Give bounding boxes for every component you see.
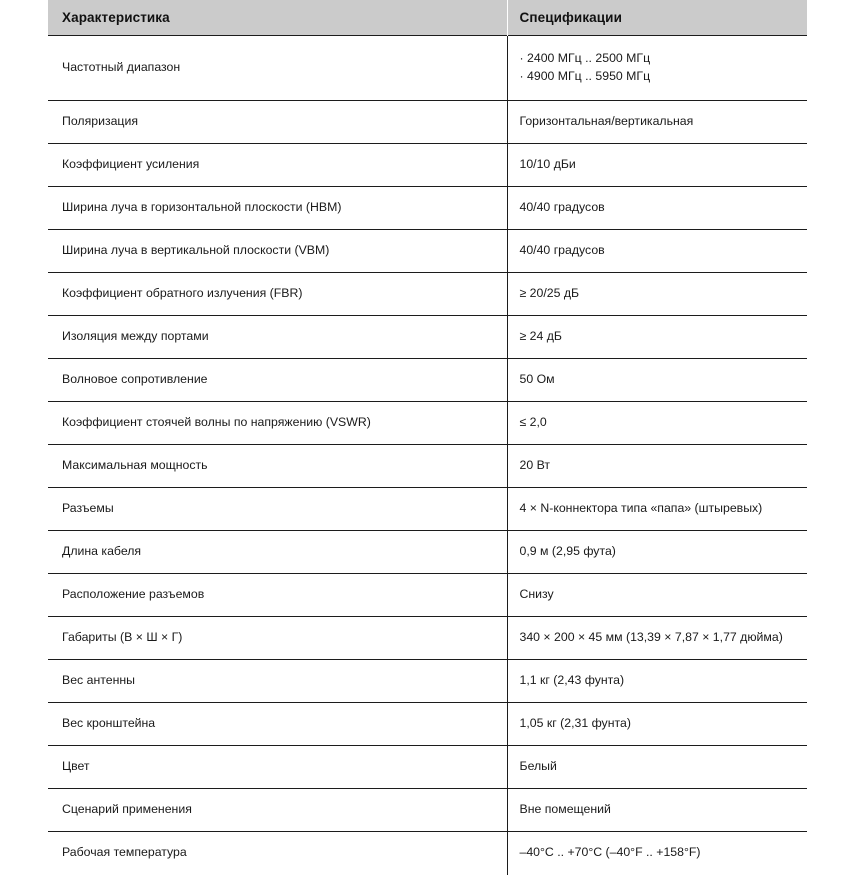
table-row: [48, 789, 807, 832]
table-row: [48, 574, 807, 617]
value-cell: 1,1 кг (2,43 фунта): [507, 660, 807, 703]
feature-cell: Рабочая температура: [48, 832, 507, 875]
table-row: [48, 617, 807, 660]
feature-cell: Коэффициент обратного излучения (FBR): [48, 273, 507, 316]
column-header-specification: Спецификации: [507, 0, 807, 36]
feature-cell: Максимальная мощность: [48, 445, 507, 488]
table-row: [48, 359, 807, 402]
feature-cell: Коэффициент стоячей волны по напряжению (VSWR): [48, 402, 507, 445]
value-cell: Вне помещений: [507, 789, 807, 832]
feature-cell: Изоляция между портами: [48, 316, 507, 359]
feature-cell: Разъемы: [48, 488, 507, 531]
table-row: [48, 445, 807, 488]
feature-cell: Коэффициент усиления: [48, 144, 507, 187]
table-row: [48, 101, 807, 144]
feature-cell: Длина кабеля: [48, 531, 507, 574]
table-row: [48, 144, 807, 187]
table-row: [48, 230, 807, 273]
table-row: [48, 187, 807, 230]
value-cell: 1,05 кг (2,31 фунта): [507, 703, 807, 746]
value-cell: ≥ 20/25 дБ: [507, 273, 807, 316]
feature-cell: Частотный диапазон: [48, 36, 507, 101]
table-row: [48, 36, 807, 101]
table-header-row: [48, 0, 807, 36]
table-row: [48, 488, 807, 531]
feature-cell: Ширина луча в вертикальной плоскости (VBM): [48, 230, 507, 273]
feature-cell: Цвет: [48, 746, 507, 789]
value-cell: Горизонтальная/вертикальная: [507, 101, 807, 144]
value-cell: 340 × 200 × 45 мм (13,39 × 7,87 × 1,77 дюйма): [507, 617, 807, 660]
feature-cell: Поляризация: [48, 101, 507, 144]
feature-cell: Вес антенны: [48, 660, 507, 703]
value-cell: Белый: [507, 746, 807, 789]
value-cell: ≥ 24 дБ: [507, 316, 807, 359]
feature-cell: Габариты (В × Ш × Г): [48, 617, 507, 660]
value-cell: 10/10 дБи: [507, 144, 807, 187]
table-row: [48, 316, 807, 359]
value-cell: [507, 36, 807, 101]
value-cell: 50 Ом: [507, 359, 807, 402]
table-row: [48, 703, 807, 746]
value-cell: 40/40 градусов: [507, 187, 807, 230]
table-row: [48, 531, 807, 574]
value-cell: 4 × N-коннектора типа «папа» (штыревых): [507, 488, 807, 531]
feature-cell: Вес кронштейна: [48, 703, 507, 746]
table-row: [48, 402, 807, 445]
table-row: [48, 832, 807, 875]
table-header: [48, 0, 807, 36]
feature-cell: Расположение разъемов: [48, 574, 507, 617]
value-cell: –40°C .. +70°C (–40°F .. +158°F): [507, 832, 807, 875]
value-line: · 4900 МГц .. 5950 МГц: [519, 69, 651, 83]
value-cell: 0,9 м (2,95 фута): [507, 531, 807, 574]
table-row: [48, 746, 807, 789]
table-body: [48, 36, 807, 875]
table-row: [48, 660, 807, 703]
value-cell: ≤ 2,0: [507, 402, 807, 445]
table-row: [48, 273, 807, 316]
feature-cell: Ширина луча в горизонтальной плоскости (HBM): [48, 187, 507, 230]
column-header-feature: Характеристика: [48, 0, 507, 36]
value-cell: Снизу: [507, 574, 807, 617]
specification-table: [48, 0, 807, 875]
value-line-group: [520, 50, 800, 86]
value-line: · 2400 МГц .. 2500 МГц: [519, 51, 651, 66]
value-cell: 40/40 градусов: [507, 230, 807, 273]
value-cell: 20 Вт: [507, 445, 807, 488]
feature-cell: Волновое сопротивление: [48, 359, 507, 402]
feature-cell: Сценарий применения: [48, 789, 507, 832]
